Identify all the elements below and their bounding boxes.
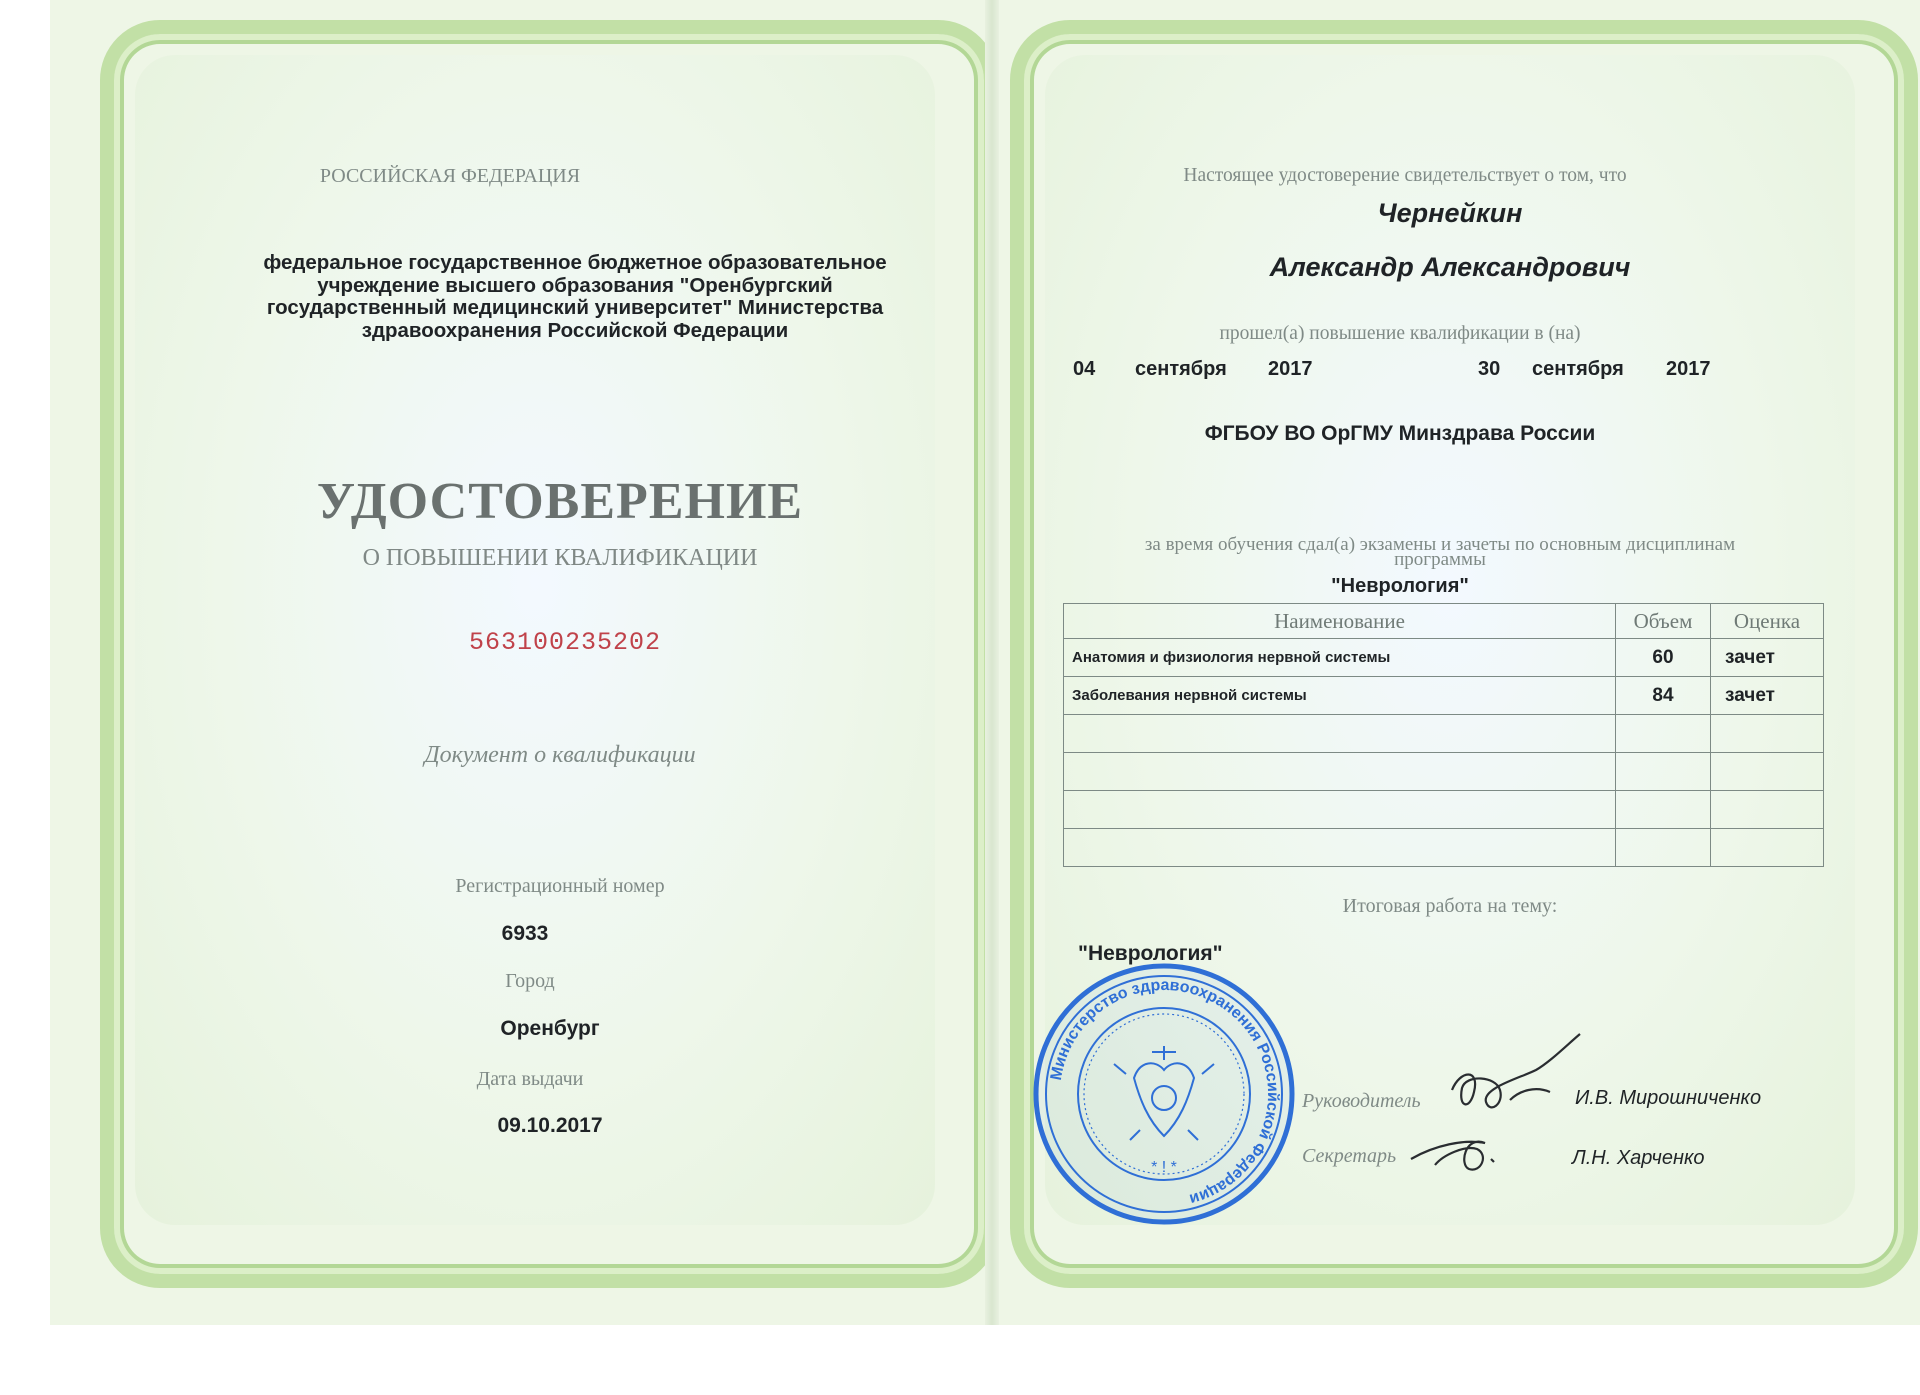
discipline-name: [1064, 753, 1616, 791]
end-month: сентября: [1532, 358, 1624, 380]
city-value: Оренбург: [500, 1017, 600, 1040]
seal-stars: * ! *: [1151, 1159, 1177, 1176]
secretary-label: Секретарь: [1302, 1145, 1397, 1167]
table-row: [1064, 677, 1824, 715]
final-work-topic: "Неврология": [1078, 942, 1223, 965]
institution-line: федеральное государственное бюджетное образовательное: [263, 251, 887, 274]
discipline-volume: [1616, 753, 1711, 791]
final-work-label: Итоговая работа на тему:: [1342, 895, 1558, 917]
organization-name: ФГБОУ ВО ОрГМУ Минздрава России: [1204, 422, 1596, 445]
country-heading: РОССИЙСКАЯ ФЕДЕРАЦИЯ: [319, 165, 581, 187]
seal-ring-text: Министерство здравоохранения Российской Федерации: [1047, 976, 1282, 1208]
start-day: 04: [1073, 358, 1096, 380]
document-subtitle: О ПОВЫШЕНИИ КВАЛИФИКАЦИИ: [362, 545, 758, 571]
table-row: [1064, 639, 1824, 677]
discipline-grade: зачет: [1711, 639, 1824, 677]
discipline-volume: 84: [1616, 677, 1711, 715]
exams-text-line: программы: [1394, 549, 1486, 570]
institution-name: [180, 252, 970, 342]
exams-text: [1060, 534, 1820, 571]
issue-date-value: 09.10.2017: [497, 1114, 603, 1137]
page-fold: [985, 0, 999, 1325]
discipline-grade: [1711, 715, 1824, 753]
institution-line: учреждение высшего образования "Оренбургский: [317, 273, 833, 297]
discipline-volume: [1616, 791, 1711, 829]
secretary-signature-icon: [1405, 1115, 1525, 1185]
table-row: [1064, 791, 1824, 829]
program-name: "Неврология": [1331, 575, 1469, 597]
exams-text-line: за время обучения сдал(а) экзамены и зачеты по основным дисциплинам: [1144, 534, 1736, 555]
table-header-row: [1064, 604, 1824, 639]
discipline-grade: [1711, 791, 1824, 829]
table-row: [1064, 753, 1824, 791]
discipline-volume: [1616, 829, 1711, 867]
issue-date-label: Дата выдачи: [476, 1068, 584, 1090]
registration-number: 6933: [501, 922, 549, 945]
holder-surname: Чернейкин: [1377, 198, 1523, 228]
column-header-grade: Оценка: [1711, 604, 1824, 639]
end-year: 2017: [1666, 358, 1711, 380]
column-header-name: Наименование: [1064, 604, 1616, 639]
discipline-volume: [1616, 715, 1711, 753]
document-title: УДОСТОВЕРЕНИЕ: [316, 473, 804, 530]
institution-line: здравоохранения Российской Федерации: [361, 318, 789, 342]
disciplines-table: [1063, 603, 1824, 867]
city-label: Город: [505, 970, 555, 992]
start-year: 2017: [1268, 358, 1313, 380]
secretary-name: Л.Н. Харченко: [1572, 1147, 1705, 1169]
discipline-grade: зачет: [1711, 677, 1824, 715]
table-row: [1064, 829, 1824, 867]
registration-label: Регистрационный номер: [455, 875, 665, 897]
discipline-name: Заболевания нервной системы: [1064, 677, 1616, 715]
head-label: Руководитель: [1302, 1090, 1421, 1112]
discipline-name: Анатомия и физиология нервной системы: [1064, 639, 1616, 677]
end-day: 30: [1478, 358, 1501, 380]
official-seal-icon: [1030, 960, 1298, 1228]
discipline-name: [1064, 715, 1616, 753]
holder-given-names: Александр Александрович: [1269, 252, 1631, 282]
discipline-grade: [1711, 753, 1824, 791]
discipline-name: [1064, 829, 1616, 867]
serial-number: 563100235202: [468, 628, 662, 657]
column-header-volume: Объем: [1616, 604, 1711, 639]
table-row: [1064, 715, 1824, 753]
discipline-grade: [1711, 829, 1824, 867]
document-type: Документ о квалификации: [424, 742, 696, 768]
head-name: И.В. Мирошниченко: [1575, 1087, 1762, 1109]
discipline-name: [1064, 791, 1616, 829]
institution-line: государственный медицинский университет" Министерства: [266, 296, 884, 319]
discipline-volume: 60: [1616, 639, 1711, 677]
passed-text: прошел(а) повышение квалификации в (на): [1219, 323, 1581, 344]
intro-text: Настоящее удостоверение свидетельствует о том, что: [1183, 165, 1627, 186]
start-month: сентября: [1135, 358, 1227, 380]
